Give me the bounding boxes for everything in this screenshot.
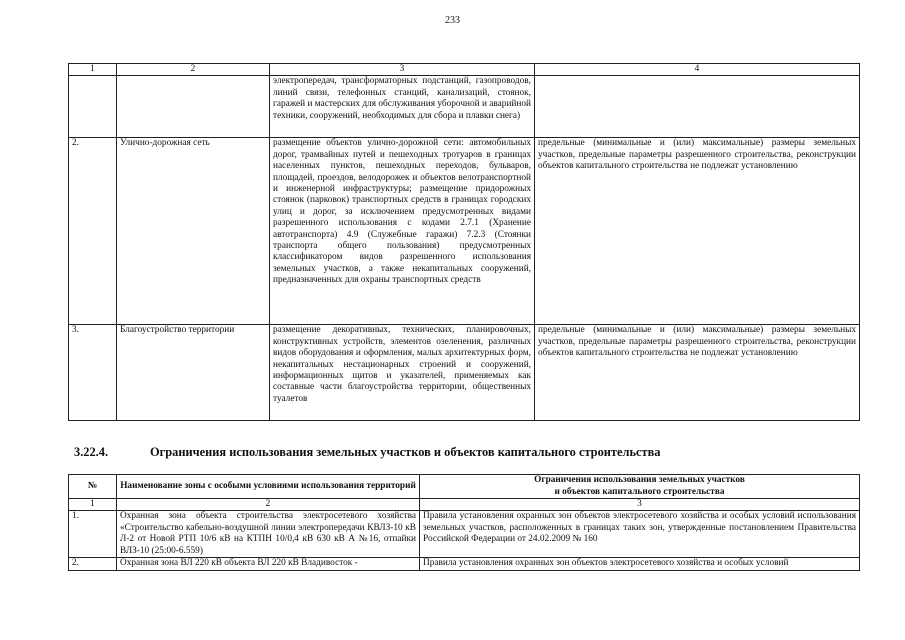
row-zone: Охранная зона ВЛ 220 кВ объекта ВЛ 220 кВ Владивосток - [117,558,420,571]
column-number-row [69,64,860,76]
header-restrictions-line1: Ограничения использования земельных участков [534,475,745,486]
section-number: 3.22.4. [74,445,109,459]
row-name [117,76,270,138]
col-number-2: 2 [117,64,270,76]
col-number-1: 1 [69,64,117,76]
row-uses: электропередач, трансформаторных подстанций, газопроводов, линий связи, телефонных станций, канализаций, стоянок, гаражей и мастерских для обслуживания уборочной и аварийной техники, сооружений, необходимых для сбора и плавки снега) [270,76,535,138]
row-number: 1. [69,511,117,558]
row-number: 2. [69,138,117,325]
header-num: № [69,475,117,499]
page-number: 233 [445,15,460,26]
row-number [69,76,117,138]
row-number: 3. [69,325,117,421]
row-zone: Охранная зона объекта строительства электросетевого хозяйства «Строительство кабельно-воздушной линии электропередачи КВЛЗ-10 кВ Л-2 от Новой РТП 10/6 кВ на КТПН 10/0,4 кВ 630 кВ А №16, отпайки ВЛЗ-10 (25:00-6.559) [117,511,420,558]
header-restrictions-line2: и объектов капитального строительства [554,486,725,497]
table-row [69,558,860,571]
restrictions-table [68,474,860,571]
table-row [69,325,860,421]
row-restrictions: Правила установления охранных зон объектов электросетевого хозяйства и особых условий использования земельных участков, расположенных в границах таких зон, утвержденные постановлением Правительства Российской Федерации от 24.02.2009 № 160 [420,511,860,558]
row-number: 2. [69,558,117,571]
col-number-1: 1 [69,499,117,511]
table-row [69,76,860,138]
section-heading [74,445,660,460]
column-number-row [69,499,860,511]
col-number-3: 3 [420,499,860,511]
row-uses: размещение объектов улично-дорожной сети: автомобильных дорог, трамвайных путей и пешеходных тротуаров в границах населенных пунктов, пешеходных переходов, бульваров, площадей, проездов, велодорожек и объектов велотранспортной и инженерной инфраструктуры; размещение придорожных стоянок (парковок) транспортных средств в границах городских улиц и дорог, за исключением предусмотренных видами разрешенного использования с кодами 2.7.1 (Хранение автотранспорта) 4.9 (Служебные гаражи) 7.2.3 (Стоянки транспорта общего пользования) предусмотренных классификатором видов разрешенного использования земельных участков, а также некапитальных сооружений, предназначенных для охраны транспортных средств [270,138,535,325]
header-row [69,475,860,499]
table-row [69,511,860,558]
header-restrictions [420,475,860,499]
row-params: предельные (минимальные и (или) максимальные) размеры земельных участков, предельные параметры разрешенного строительства, реконструкции объектов капитального строительства не подлежат установлению [535,138,860,325]
section-title: Ограничения использования земельных участков и объектов капитального строительства [150,445,661,459]
table-row [69,138,860,325]
col-number-4: 4 [535,64,860,76]
row-params [535,76,860,138]
row-name: Благоустройство территории [117,325,270,421]
header-zone: Наименование зоны с особыми условиями использования территорий [117,475,420,499]
permitted-use-table [68,63,860,421]
col-number-3: 3 [270,64,535,76]
row-name: Улично-дорожная сеть [117,138,270,325]
col-number-2: 2 [117,499,420,511]
row-uses: размещение декоративных, технических, планировочных, конструктивных устройств, элементов озеленения, различных видов оборудования и оформления, малых архитектурных форм, некапитальных нестационарных строений и сооружений, информационных щитов и указателей, применяемых как составные части благоустройства территории, общественных туалетов [270,325,535,421]
row-params: предельные (минимальные и (или) максимальные) размеры земельных участков, предельные параметры разрешенного строительства, реконструкции объектов капитального строительства не подлежат установлению [535,325,860,421]
row-restrictions: Правила установления охранных зон объектов электросетевого хозяйства и особых условий [420,558,860,571]
